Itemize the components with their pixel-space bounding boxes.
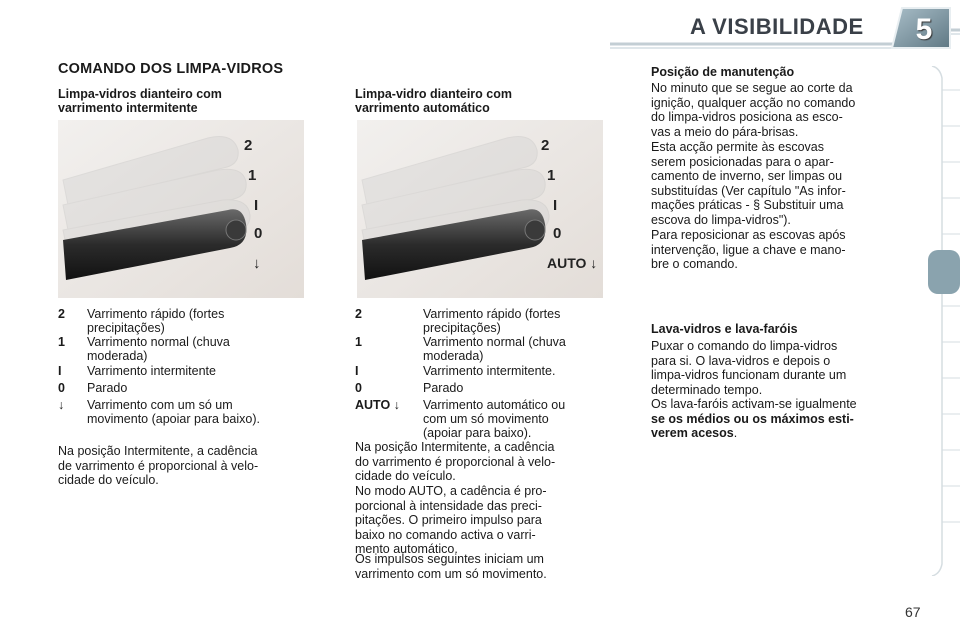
list-item: 0 Parado [58, 381, 128, 395]
middle-para-auto: No modo AUTO, a cadência é pro- porcional à intensidade das preci- pitações. O primeiro impulso para baixo no comando activa o varri- mento automático. [355, 484, 547, 556]
middle-para-impulses: Os impulsos seguintes iniciam um varrimento com um só movimento. [355, 552, 547, 581]
stalk-label-down-arrow: ↓ [253, 255, 261, 272]
washer-para-1: Puxar o comando do limpa-vidros para si. O lava-vidros e depois o limpa-vidros funcionam durante um determinado tempo. [651, 339, 847, 397]
maintenance-para-3: Para reposicionar as escovas após intervenção, ligue a chave e mano- bre o comando. [651, 228, 846, 271]
stalk-label-2: 2 [541, 137, 550, 154]
maintenance-para-1: No minuto que se segue ao corte da ignição, qualquer acção no comando do limpa-vidros posiciona as esco- vas a meio do pára-brisas. [651, 81, 856, 139]
wiper-stalk-automatic-image [357, 120, 603, 298]
maintenance-para-2: Esta acção permite às escovas serem posicionadas para o apar- camento de inverno, ser limpas ou substituídas (Ver capítulo "As infor- mações práticas - § Substituir uma escova do limpa-vidros"). [651, 140, 846, 227]
stalk-label-0: 0 [553, 225, 562, 242]
list-item: 1 Varrimento normal (chuva moderada) [355, 335, 566, 363]
stalk-label-i: I [254, 197, 259, 214]
washer-title: Lava-vidros e lava-faróis [651, 322, 798, 336]
stalk-label-auto: AUTO ↓ [547, 255, 598, 271]
washer-para-2: Os lava-faróis activam-se igualmente se os médios ou os máximos esti- verem acesos. [651, 397, 857, 440]
page-number: 67 [905, 604, 921, 620]
list-item: 0 Parado [355, 381, 464, 395]
list-item: AUTO ↓ Varrimento automático ou com um só movimento (apoiar para baixo). [355, 398, 566, 440]
stalk-label-2: 2 [244, 137, 253, 154]
list-item: ↓ Varrimento com um só um movimento (apoiar para baixo). [58, 398, 260, 426]
wiper-stalk-intermittent-image [58, 120, 304, 298]
left-note: Na posição Intermitente, a cadência de varrimento é proporcional à velo- cidade do veículo. [58, 444, 259, 487]
left-subtitle: Limpa-vidros dianteiro com varrimento intermitente [58, 87, 222, 115]
list-item: 2 Varrimento rápido (fortes precipitações) [58, 307, 225, 335]
chapter-tabs [926, 66, 960, 576]
chapter-number-badge: 5 [915, 13, 933, 46]
stalk-label-1: 1 [248, 167, 257, 184]
maintenance-position-title: Posição de manutenção [651, 65, 795, 79]
list-item: 2 Varrimento rápido (fortes precipitações) [355, 307, 561, 335]
stalk-label-1: 1 [547, 167, 556, 184]
list-item: I Varrimento intermitente. [355, 364, 556, 378]
chapter-title: A VISIBILIDADE [690, 14, 864, 39]
stalk-label-i: I [553, 197, 558, 214]
list-item: 1 Varrimento normal (chuva moderada) [58, 335, 230, 363]
stalk-label-0: 0 [254, 225, 263, 242]
active-chapter-tab [928, 250, 960, 294]
middle-subtitle: Limpa-vidro dianteiro com varrimento automático [355, 87, 512, 115]
section-title: COMANDO DOS LIMPA-VIDROS [58, 61, 284, 77]
middle-para-intermittent: Na posição Intermitente, a cadência do varrimento é proporcional à velo- cidade do veículo. [355, 440, 556, 483]
list-item: I Varrimento intermitente [58, 364, 216, 378]
